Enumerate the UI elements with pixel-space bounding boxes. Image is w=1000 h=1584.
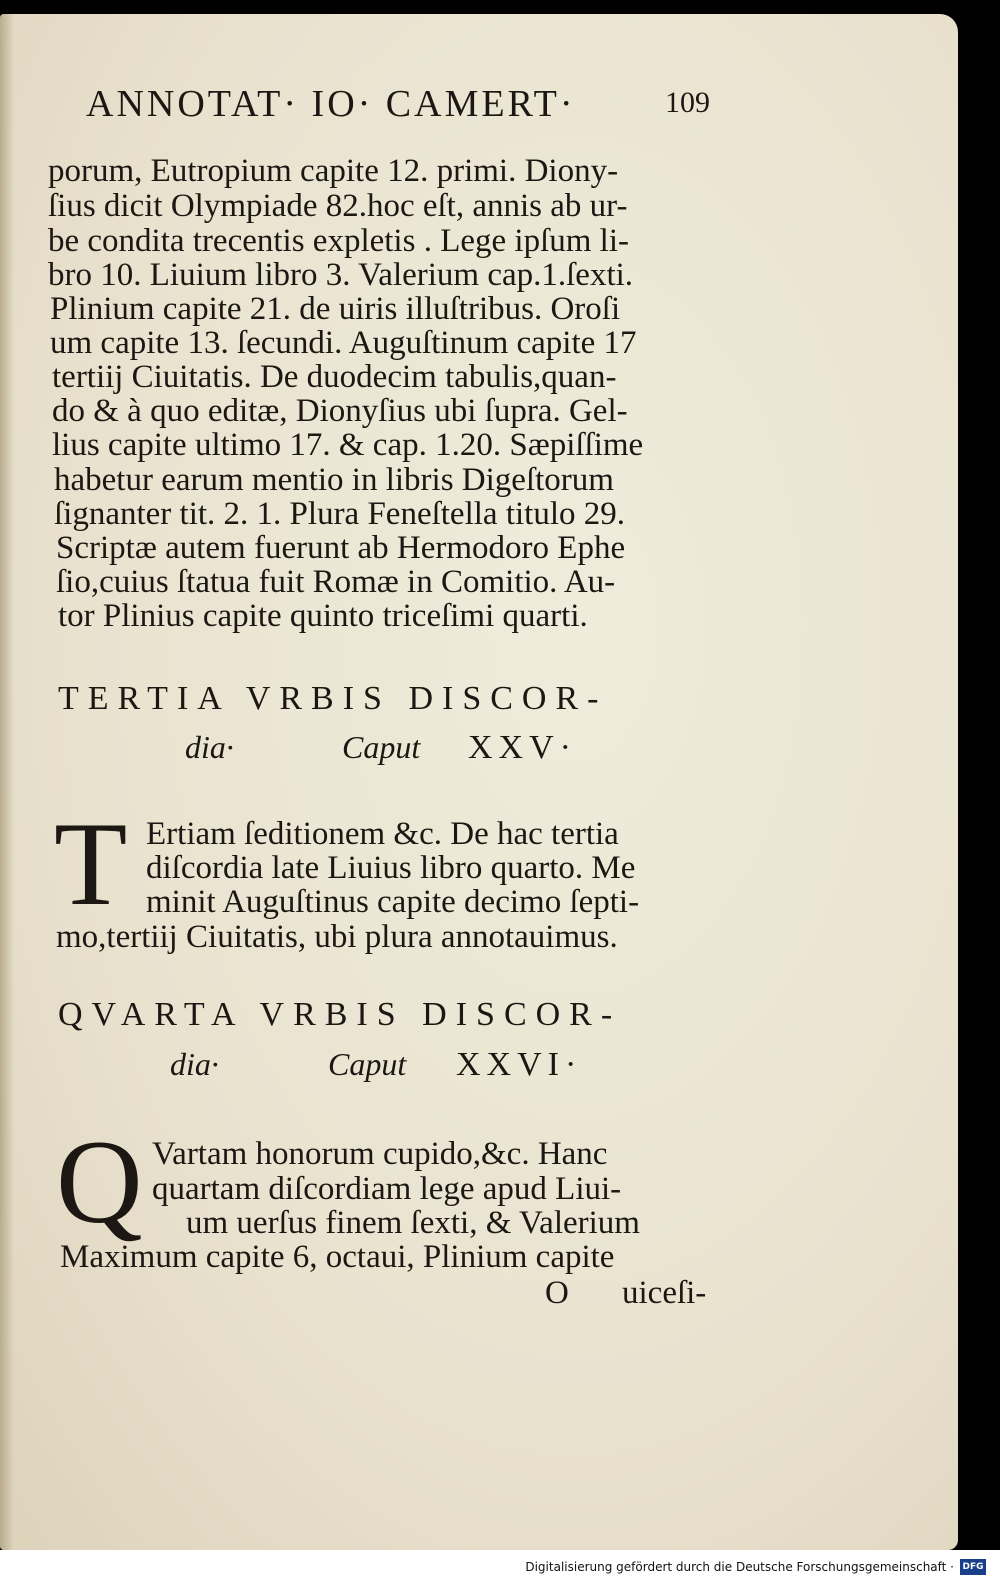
body-line: Vartam honorum cupido,&c. Hanc (152, 1136, 608, 1172)
body-line: ſius dicit Olympiade 82.hoc eſt, annis ab ur- (48, 188, 628, 224)
page-gutter-shadow (0, 14, 14, 1550)
body-line: Scriptæ autem fuerunt ab Hermodoro Ephe (56, 530, 626, 566)
book-page (0, 14, 958, 1550)
drop-cap-initial: Q (56, 1115, 143, 1248)
body-line: um capite 13. ſecundi. Auguſtinum capite 17 (50, 325, 637, 361)
chapter-number: XXVI· (456, 1046, 583, 1083)
running-header (86, 82, 726, 142)
drop-cap-initial: T (54, 797, 128, 930)
header-title: ANNOTAT· IO· CAMERT· (86, 83, 576, 125)
body-line: do & à quo editæ, Dionyſius ubi ſupra. Gel- (52, 393, 628, 429)
body-line: mo,tertiĳ Ciuitatis, ubi plura annotauimus. (56, 919, 618, 955)
body-line: habetur earum mentio in libris Digeſtorum (54, 462, 614, 498)
funding-notice: Digitalisierung gefördert durch die Deutsche Forschungsgemeinschaft · (525, 1560, 954, 1574)
dfg-logo-icon: DFG (960, 1559, 986, 1575)
digitization-footer (0, 1550, 1000, 1584)
body-line: tertiĳ Ciuitatis. De duodecim tabulis,quan- (52, 359, 617, 395)
body-line: tor Plinius capite quinto triceſimi quarti. (58, 598, 588, 634)
body-line: porum, Eutropium capite 12. primi. Diony- (48, 153, 619, 189)
body-line: Plinium capite 21. de uiris illuſtribus. Oroſi (50, 291, 621, 327)
section-heading-continuation: dia· (185, 729, 234, 765)
chapter-label: Caput (328, 1046, 407, 1082)
body-line: Ertiam ſeditionem &c. De hac tertia (146, 816, 619, 852)
body-line: um uerſus finem ſexti, & Valerium (186, 1205, 640, 1241)
signature-mark: O (545, 1275, 569, 1311)
body-line: ſignanter tit. 2. 1. Plura Feneſtella titulo 29. (54, 496, 625, 532)
body-line: lius capite ultimo 17. & cap. 1.20. Sæpiſſime (52, 427, 644, 463)
chapter-label: Caput (342, 729, 421, 765)
body-line: quartam diſcordiam lege apud Liui- (152, 1171, 622, 1207)
body-line: diſcordia late Liuius libro quarto. Me (146, 850, 636, 886)
body-line: be condita trecentis expletis . Lege ipſum li- (48, 223, 629, 259)
section-heading: QVARTA VRBIS DISCOR- (58, 996, 622, 1033)
chapter-number: XXV· (468, 729, 577, 766)
body-line: minit Auguſtinus capite decimo ſepti- (146, 884, 640, 920)
body-line: ſio,cuius ſtatua fuit Romæ in Comitio. Au- (56, 564, 616, 600)
catchword: uiceſi- (622, 1275, 707, 1311)
body-line: bro 10. Liuium libro 3. Valerium cap.1.ſexti. (48, 257, 634, 293)
body-line: Maximum capite 6, octaui, Plinium capite (60, 1239, 615, 1275)
section-heading: TERTIA VRBIS DISCOR- (58, 680, 608, 717)
page-number: 109 (665, 86, 710, 119)
section-heading-continuation: dia· (170, 1046, 219, 1082)
